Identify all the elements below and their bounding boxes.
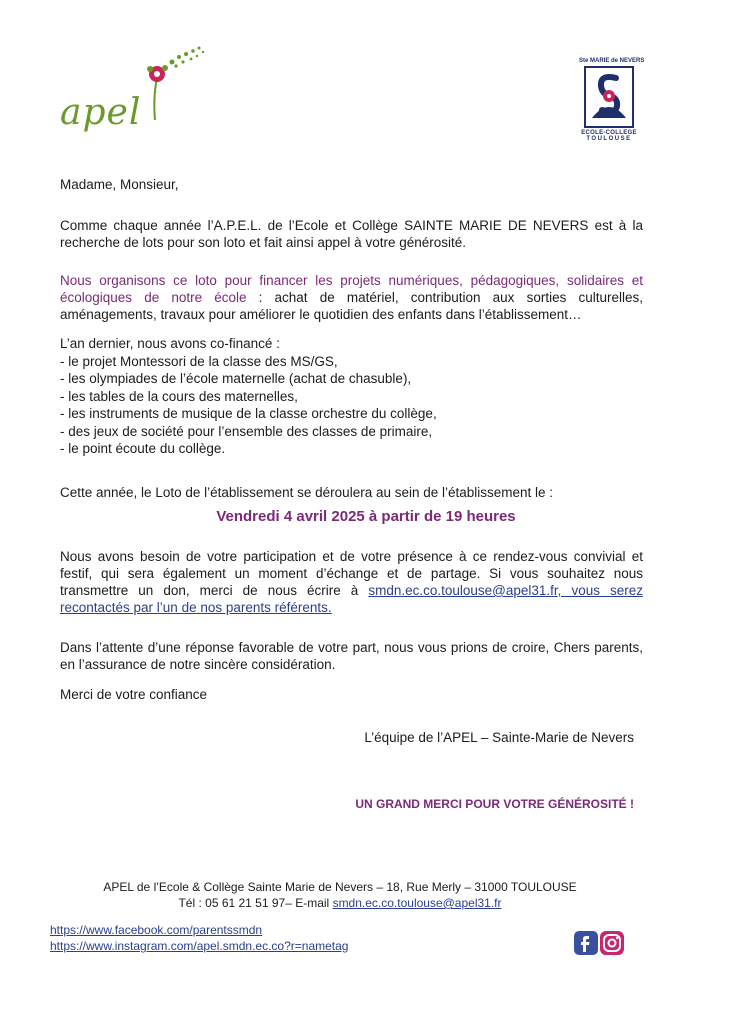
- instagram-link[interactable]: https://www.instagram.com/apel.smdn.ec.co?r=nametag: [50, 939, 349, 953]
- apel-logo: [55, 42, 215, 142]
- school-logo-top-text: Ste MARIE de NEVERS: [579, 58, 645, 64]
- footer-contact: [0, 895, 680, 911]
- facebook-link[interactable]: https://www.facebook.com/parentssmdn: [50, 923, 263, 937]
- purpose-paragraph: [60, 272, 643, 323]
- school-logo-bottom-text: ECOLE-COLLEGE: [581, 130, 637, 136]
- footer-address: APEL de l’Ecole & Collège Sainte Marie de Nevers – 18, Rue Merly – 31000 TOULOUSE: [103, 880, 577, 894]
- apel-logo-text: apel: [60, 92, 142, 133]
- list-item: - les instruments de musique de la classe orchestre du collège,: [60, 406, 437, 422]
- event-intro: Cette année, le Loto de l’établissement se déroulera au sein de l’établissement le :: [60, 485, 554, 500]
- signature: L’équipe de l’APEL – Sainte-Marie de Nevers: [364, 730, 634, 745]
- contact-email-link[interactable]: smdn.ec.co.toulouse@apel31.fr, vous serez recontactés par l’un de nos parents référents.: [60, 583, 643, 615]
- big-thanks: UN GRAND MERCI POUR VOTRE GÉNÉROSITÉ !: [355, 797, 634, 811]
- event-date: Vendredi 4 avril 2025 à partir de 19 heures: [216, 508, 516, 525]
- social-icons: [572, 928, 628, 958]
- footer-email-link[interactable]: smdn.ec.co.toulouse@apel31.fr: [332, 896, 502, 910]
- last-year-intro: L’an dernier, nous avons co-financé :: [60, 336, 280, 351]
- instagram-icon: [600, 931, 624, 955]
- list-item: - les olympiades de l’école maternelle (achat de chasuble),: [60, 371, 412, 387]
- list-item: - le point écoute du collège.: [60, 441, 226, 457]
- intro-paragraph: Comme chaque année l’A.P.E.L. de l’Ecole et Collège SAINTE MARIE DE NEVERS est à la recherche de lots pour son loto et fait ainsi appel à votre générosité.: [60, 218, 643, 250]
- list-item: - des jeux de société pour l’ensemble des classes de primaire,: [60, 423, 433, 439]
- school-logo: [579, 58, 645, 150]
- thanks-line: Merci de votre confiance: [60, 687, 208, 702]
- participation-paragraph: [60, 548, 643, 616]
- participation-text: Nous avons besoin de votre participation et de votre présence à ce rendez-vous convivial et festif, qui sera également un moment d’échange et de partage. Si vous souhaitez nous transmettre un don, merci de nous écrire à: [60, 549, 643, 598]
- footer-phone-label: Tél : 05 61 21 51 97– E-mail: [178, 896, 333, 910]
- facebook-icon: [574, 931, 598, 955]
- school-emblem-icon: [584, 66, 634, 128]
- school-logo-city-text: TOULOUSE: [586, 136, 632, 142]
- purpose-highlight: Nous organisons ce loto pour financer les projets numériques, pédagogiques, solidaires et écologiques de notre école: [60, 273, 643, 305]
- cofinanced-projects-list: [60, 353, 643, 457]
- list-item: - les tables de la cours des maternelles,: [60, 388, 298, 404]
- closing-paragraph: Dans l’attente d’une réponse favorable de votre part, nous vous prions de croire, Chers parents, en l’assurance de notre sincère considération.: [60, 640, 643, 672]
- list-item: - le projet Montessori de la classe des MS/GS,: [60, 354, 338, 369]
- purpose-details: : achat de matériel, contribution aux sorties culturelles, aménagements, travaux pour améliorer le quotidien des enfants dans l’établissement…: [60, 290, 643, 322]
- greeting: Madame, Monsieur,: [60, 177, 179, 192]
